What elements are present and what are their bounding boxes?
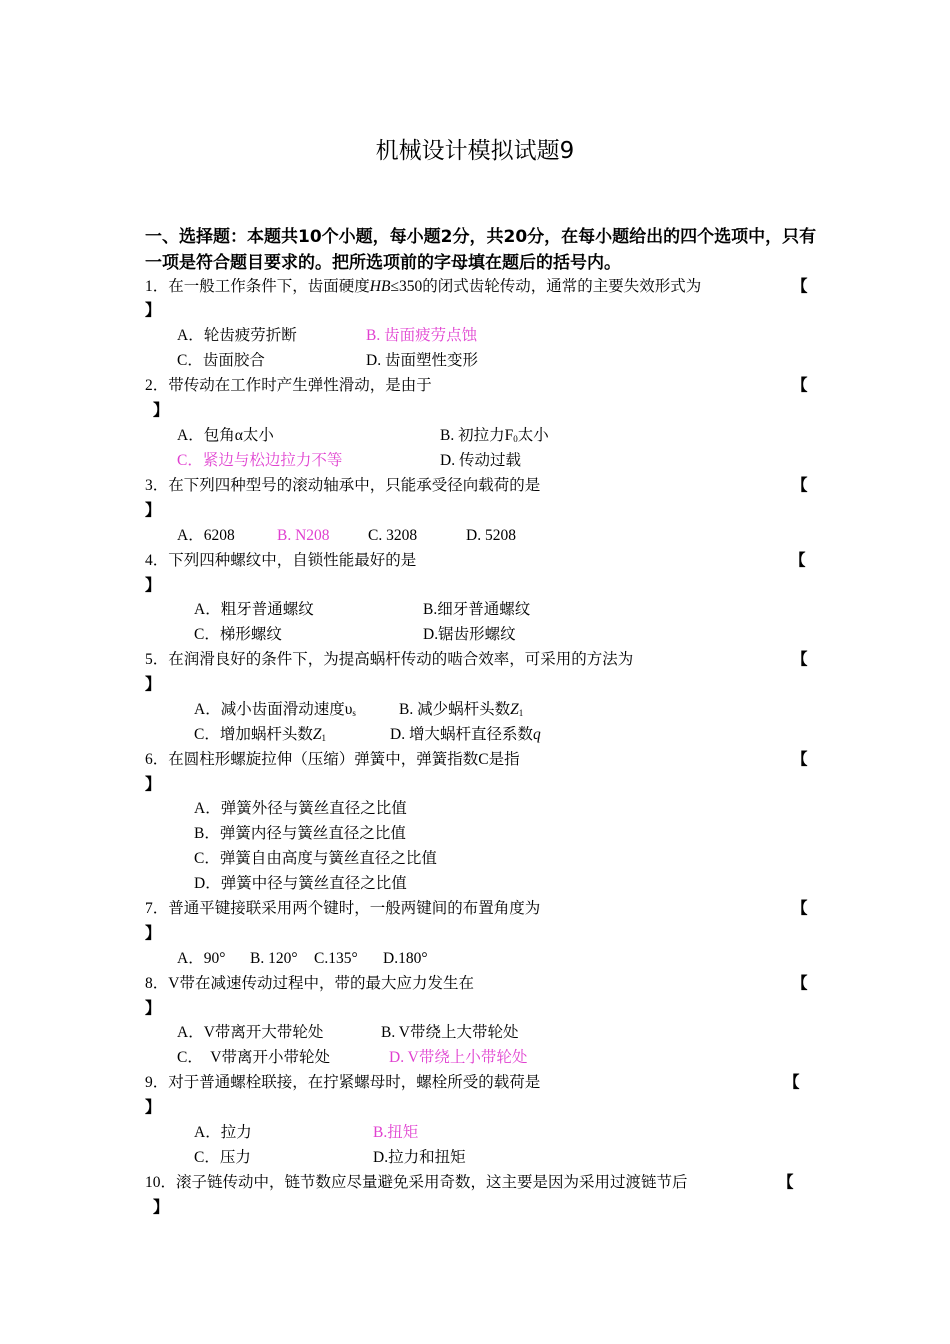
q1-option-d: D. 齿面塑性变形 bbox=[366, 352, 478, 369]
q9-option-c: C．压力 bbox=[194, 1149, 251, 1166]
q2-option-b: B. 初拉力$F_0$太小 bbox=[440, 427, 549, 444]
q3-option-d: D. 5208 bbox=[466, 527, 516, 544]
q1-option-a: A．轮齿疲劳折断 bbox=[177, 327, 297, 344]
q7-option-c: C.135° bbox=[314, 950, 358, 967]
q4-option-a: A．粗牙普通螺纹 bbox=[194, 601, 314, 618]
q8-option-a: A．V带离开大带轮处 bbox=[177, 1024, 324, 1041]
answer-bracket-close: 】 bbox=[145, 502, 161, 519]
q3-option-c: C. 3208 bbox=[368, 527, 418, 544]
q9-option-a: A．拉力 bbox=[194, 1124, 252, 1141]
question-5-stem: 5．在润滑良好的条件下，为提高蜗杆传动的啮合效率，可采用的方法为 bbox=[145, 651, 634, 668]
answer-bracket-open: 【 bbox=[792, 651, 808, 668]
answer-bracket-close: 】 bbox=[145, 676, 161, 693]
q6-option-d: D．弹簧中径与簧丝直径之比值 bbox=[194, 875, 407, 892]
section-intro: 一、选择题：本题共10个小题，每小题2分，共20分，在每小题给出的四个选项中，只有一项是符合题目要求的。把所选项前的字母填在题后的括号内。 bbox=[145, 227, 817, 273]
q5-option-d: D. 增大蜗杆直径系数q bbox=[390, 726, 541, 743]
answer-bracket-open: 【 bbox=[792, 975, 808, 992]
q6-option-a: A．弹簧外径与簧丝直径之比值 bbox=[194, 800, 407, 817]
q8-option-b: B. V带绕上大带轮处 bbox=[381, 1024, 519, 1041]
answer-bracket-open: 【 bbox=[792, 900, 808, 917]
q2-option-c: C．紧边与松边拉力不等 bbox=[177, 452, 343, 469]
q4-option-c: C．梯形螺纹 bbox=[194, 626, 282, 643]
question-7-stem: 7．普通平键接联采用两个键时，一般两键间的布置角度为 bbox=[145, 900, 541, 917]
question-3-stem: 3．在下列四种型号的滚动轴承中，只能承受径向载荷的是 bbox=[145, 477, 541, 494]
q8-option-c: C． V带离开小带轮处 bbox=[177, 1049, 331, 1066]
q4-option-d: D.锯齿形螺纹 bbox=[423, 626, 516, 643]
answer-bracket-open: 【 bbox=[784, 1074, 800, 1091]
question-10-stem: 10．滚子链传动中，链节数应尽量避免采用奇数，这主要是因为采用过渡链节后 bbox=[145, 1174, 688, 1191]
q1-option-b: B. 齿面疲劳点蚀 bbox=[366, 327, 478, 344]
answer-bracket-open: 【 bbox=[778, 1174, 794, 1191]
q8-option-d: D. V带绕上小带轮处 bbox=[389, 1049, 528, 1066]
q3-option-a: A．6208 bbox=[177, 527, 235, 544]
q7-option-a: A．90° bbox=[177, 950, 226, 967]
q7-option-b: B. 120° bbox=[250, 950, 298, 967]
answer-bracket-open: 【 bbox=[792, 751, 808, 768]
q1-option-c: C．齿面胶合 bbox=[177, 352, 265, 369]
answer-bracket-close: 】 bbox=[153, 1199, 169, 1216]
question-6-stem: 6．在圆柱形螺旋拉伸（压缩）弹簧中，弹簧指数C是指 bbox=[145, 751, 520, 768]
answer-bracket-close: 】 bbox=[145, 302, 161, 319]
answer-bracket-close: 】 bbox=[145, 1099, 161, 1116]
answer-bracket-close: 】 bbox=[145, 776, 161, 793]
answer-bracket-close: 】 bbox=[153, 402, 169, 419]
answer-bracket-open: 【 bbox=[792, 377, 808, 394]
q2-option-a: A．包角α太小 bbox=[177, 427, 274, 444]
answer-bracket-close: 】 bbox=[145, 577, 161, 594]
answer-bracket-open: 【 bbox=[792, 477, 808, 494]
q5-option-c: C．增加蜗杆头数$Z_1$ bbox=[194, 726, 326, 743]
q4-option-b: B.细牙普通螺纹 bbox=[423, 601, 531, 618]
question-2-stem: 2．带传动在工作时产生弹性滑动，是由于 bbox=[145, 377, 432, 394]
question-4-stem: 4．下列四种螺纹中，自锁性能最好的是 bbox=[145, 552, 417, 569]
q6-option-b: B．弹簧内径与簧丝直径之比值 bbox=[194, 825, 406, 842]
answer-bracket-open: 【 bbox=[790, 552, 806, 569]
q9-option-b: B.扭矩 bbox=[373, 1124, 419, 1141]
q5-option-a: A．减小齿面滑动速度$\upsilon_s$ bbox=[194, 701, 356, 718]
q9-option-d: D.拉力和扭矩 bbox=[373, 1149, 466, 1166]
question-8-stem: 8．V带在减速传动过程中，带的最大应力发生在 bbox=[145, 975, 474, 992]
q7-option-d: D.180° bbox=[383, 950, 428, 967]
answer-bracket-close: 】 bbox=[145, 1000, 161, 1017]
q5-option-b: B. 减少蜗杆头数$Z_1$ bbox=[399, 701, 524, 718]
page-title: 机械设计模拟试题9 bbox=[375, 138, 575, 164]
question-1-stem: 1．在一般工作条件下，齿面硬度HB≤350的闭式齿轮传动，通常的主要失效形式为 bbox=[145, 278, 702, 295]
answer-bracket-close: 】 bbox=[145, 925, 161, 942]
question-9-stem: 9．对于普通螺栓联接，在拧紧螺母时，螺栓所受的载荷是 bbox=[145, 1074, 541, 1091]
q6-option-c: C．弹簧自由高度与簧丝直径之比值 bbox=[194, 850, 437, 867]
q2-option-d: D. 传动过载 bbox=[440, 452, 521, 469]
answer-bracket-open: 【 bbox=[792, 278, 808, 295]
q3-option-b: B. N208 bbox=[277, 527, 330, 544]
